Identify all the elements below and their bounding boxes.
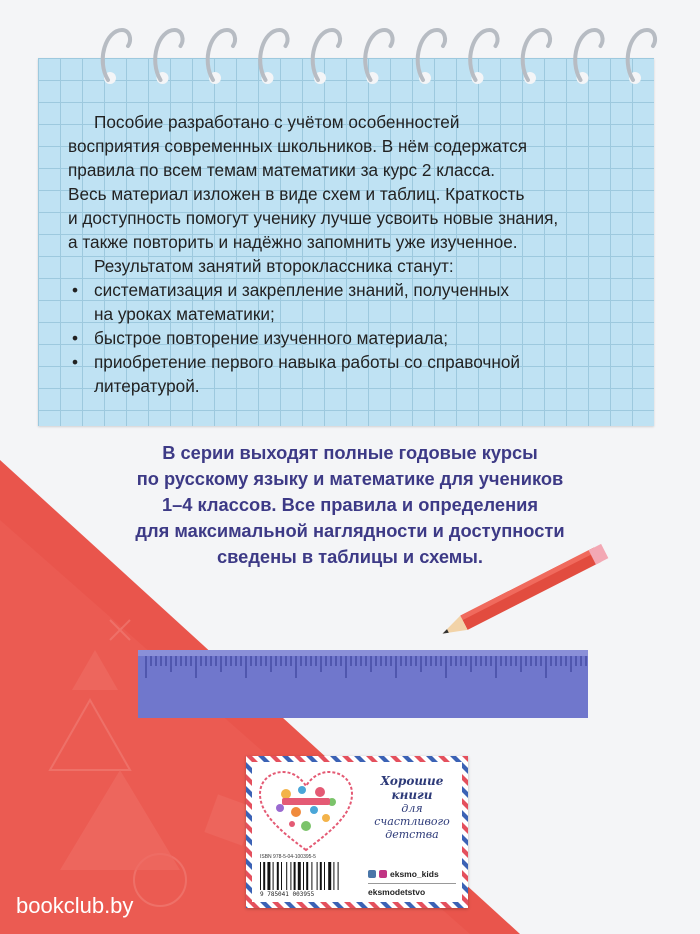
spiral-ring: [575, 30, 602, 80]
barcode-bar: [260, 862, 261, 890]
bullet-icon: •: [72, 328, 79, 348]
barcode-bar: [317, 862, 318, 890]
publisher-label: [246, 756, 468, 908]
bullet-icon: •: [72, 352, 79, 372]
pencil-illustration: [420, 540, 630, 650]
paragraph-line: правила по всем темам математики за курс 2 класса.: [68, 160, 496, 180]
list-item-line: систематизация и закрепление знаний, полученных: [94, 280, 509, 300]
series-line: по русскому языку и математике для учеников: [136, 468, 564, 489]
list-item-line: на уроках математики;: [94, 304, 275, 324]
barcode-bar: [294, 862, 296, 890]
barcode-bar: [290, 862, 291, 890]
barcode-bar: [306, 862, 308, 890]
list-item-line: приобретение первого навыка работы со справочной: [94, 352, 521, 372]
spiral-ring: [628, 30, 655, 80]
slogan-line: книги: [391, 788, 433, 802]
list-item: [68, 350, 638, 398]
spiral-ring: [208, 30, 235, 80]
spiral-ring: [523, 30, 550, 80]
spiral-ring: [470, 30, 497, 80]
series-line: 1–4 классов. Все правила и определения: [161, 494, 539, 515]
social-handle: eksmo_kids: [390, 869, 439, 879]
barcode-bar: [273, 862, 274, 890]
barcode-bar: [303, 862, 304, 890]
list-item-line: литературой.: [94, 376, 200, 396]
barcode-bar: [338, 862, 339, 890]
barcode-bar: [324, 862, 325, 890]
watermark-text: bookclub.by: [16, 893, 134, 918]
series-line: для максимальной наглядности и доступности: [135, 520, 565, 541]
list-item-line: быстрое повторение изученного материала;: [94, 328, 448, 348]
barcode-bar: [320, 862, 322, 890]
isbn-text: ISBN 978-5-04-100395-5: [260, 854, 316, 860]
divider: [368, 883, 456, 884]
barcode: [260, 862, 352, 890]
barcode-bar: [281, 862, 282, 890]
notebook-rings: [0, 0, 700, 90]
series-line: сведены в таблицы и схемы.: [217, 546, 483, 567]
barcode-number: 9 785041 003955: [260, 891, 315, 898]
slogan-line: для счастливого: [374, 802, 450, 828]
barcode-bar: [311, 862, 312, 890]
barcode-bar: [298, 862, 301, 890]
series-line: В серии выходят полные годовые курсы: [162, 442, 538, 463]
barcode-bar: [333, 862, 334, 890]
barcode-bar: [328, 862, 331, 890]
list-item: [68, 326, 638, 350]
instagram-icon: [379, 870, 387, 878]
slogan: [364, 774, 460, 841]
description-text: [68, 110, 638, 398]
barcode-bar: [277, 862, 279, 890]
list-item: [68, 278, 638, 326]
heart-icon: [256, 768, 356, 854]
barcode-bar: [286, 862, 287, 890]
spiral-ring: [365, 30, 392, 80]
social-handle: eksmodetstvo: [368, 887, 426, 897]
vk-icon: [368, 870, 376, 878]
spiral-ring: [418, 30, 445, 80]
ruler-illustration: [138, 650, 588, 718]
results-list: [68, 278, 638, 398]
results-intro: Результатом занятий второклассника станут:: [94, 256, 454, 276]
paragraph-line: Весь материал изложен в виде схем и таблиц. Краткость: [68, 184, 525, 204]
spiral-ring: [260, 30, 287, 80]
slogan-line: детства: [385, 828, 439, 841]
paragraph-line: восприятия современных школьников. В нём содержатся: [68, 136, 528, 156]
paragraph-line: и доступность помогут ученику лучше усвоить новые знания,: [68, 208, 559, 228]
barcode-bar: [263, 862, 265, 890]
slogan-line: Хорошие: [380, 774, 444, 788]
spiral-ring: [155, 30, 182, 80]
paragraph-line: а также повторить и надёжно запомнить уже изученное.: [68, 232, 518, 252]
social-links: [368, 866, 456, 897]
spiral-ring: [313, 30, 340, 80]
paragraph-line: Пособие разработано с учётом особенностей: [94, 112, 460, 132]
bullet-icon: •: [72, 280, 79, 300]
spiral-ring: [103, 30, 130, 80]
note-card: [38, 58, 654, 426]
barcode-bar: [267, 862, 270, 890]
